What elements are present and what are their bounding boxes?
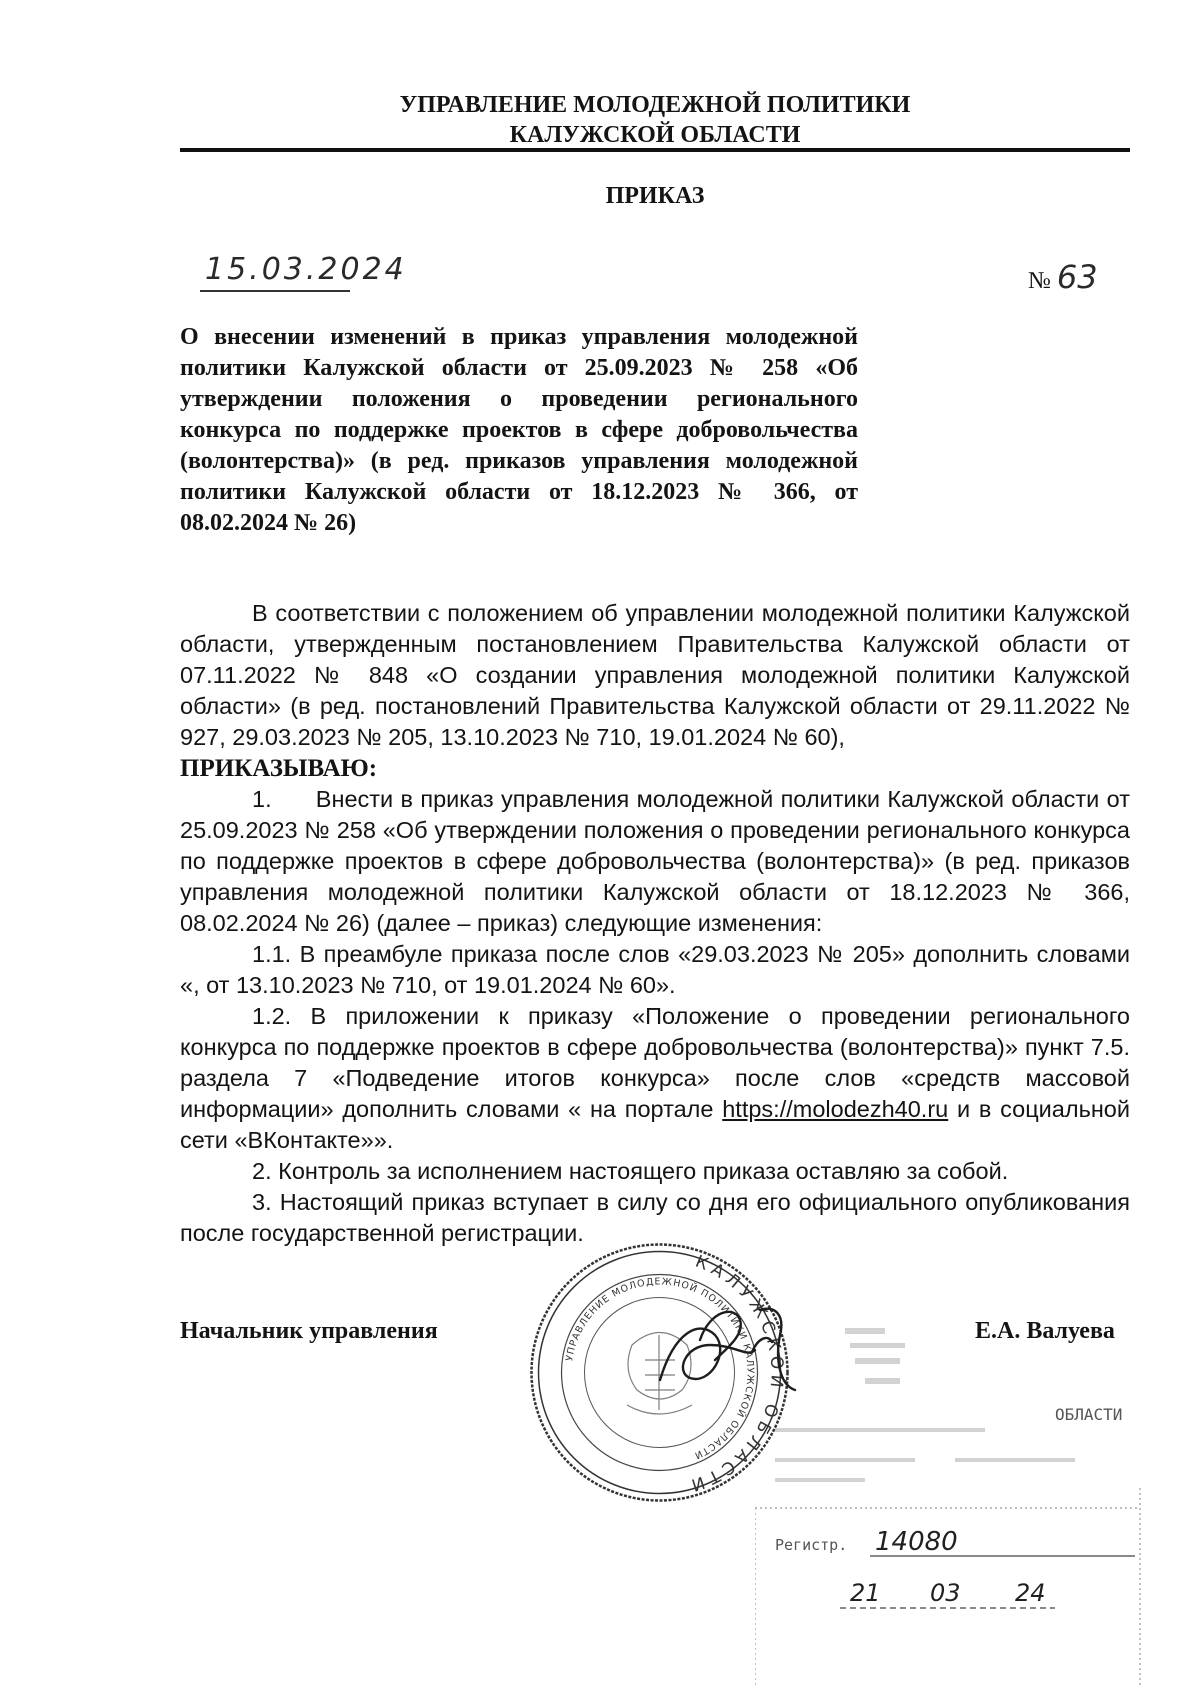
- order-date-underline: [200, 290, 350, 292]
- stamp-header-fragment: ОБЛАСТИ: [1055, 1405, 1123, 1424]
- stamp-reg-label: Регистр.: [775, 1536, 848, 1554]
- order-number-label: №: [1028, 268, 1051, 294]
- order-date-handwritten: 15.03.2024: [205, 252, 407, 287]
- portal-link[interactable]: https://molodezh40.ru: [722, 1096, 949, 1122]
- signatory-name: Е.А. Валуева: [975, 1318, 1115, 1344]
- item-1-number: 1.: [252, 786, 272, 812]
- stamp-reg-day: 21: [850, 1579, 881, 1607]
- item-2-paragraph: 2. Контроль за исполнением настоящего приказа оставляю за собой.: [252, 1158, 1009, 1184]
- order-verb: ПРИКАЗЫВАЮ:: [180, 755, 378, 782]
- order-number-handwritten: 63: [1056, 258, 1098, 296]
- item-1-1-paragraph: 1.1. В преамбуле приказа после слов «29.03.2023 № 205» дополнить словами «, от 13.10.2023 № 710, от 19.01.2024 № 60».: [180, 941, 1130, 998]
- header-divider: [180, 148, 1130, 152]
- item-1-text: Внести в приказ управления молодежной политики Калужской области от 25.09.2023 № 258 «Об утверждении положения о проведении регионального конкурса по поддержке проектов в сфере добровольчества (волонтерства)» (в ред. приказов управления молодежной политики Калужской области от 18.12.2023 № 366, 08.02.2024 № 26) (далее – приказ) следующие изменения:: [180, 786, 1130, 936]
- signatory-position: Начальник управления: [180, 1318, 438, 1344]
- seal-outer-text: КАЛУЖСКОЙ ОБЛАСТИ: [684, 1251, 787, 1497]
- item-1-2-paragraph: [180, 1001, 1130, 1156]
- registration-stamp: [755, 1318, 1150, 1688]
- stamp-reg-year: 24: [1015, 1579, 1046, 1607]
- preamble-paragraph: В соответствии с положением об управлении молодежной политики Калужской области, утвержденным постановлением Правительства Калужской области от 07.11.2022 № 848 «О создании управления молодежной политики Калужской области» (в ред. постановлений Правительства Калужской области от 29.11.2022 № 927, 29.03.2023 № 205, 13.10.2023 № 710, 19.01.2024 № 60),: [180, 600, 1130, 750]
- item-3-paragraph: 3. Настоящий приказ вступает в силу со дня его официального опубликования после государственной регистрации.: [180, 1189, 1130, 1246]
- org-name-line-1: УПРАВЛЕНИЕ МОЛОДЕЖНОЙ ПОЛИТИКИ: [399, 92, 911, 118]
- org-name-line-2: КАЛУЖСКОЙ ОБЛАСТИ: [509, 122, 801, 148]
- item-1-2-text-before: 1.2. В приложении к приказу «Положение о проведении регионального конкурса по поддержке проектов в сфере добровольчества (волонтерства)» пункт 7.5. раздела 7 «Подведение итогов конкурса» после слов «средств массовой информации» дополнить словами « на портале: [180, 1003, 1130, 1122]
- item-1-2-text-after: и в социальной сети «ВКонтакте»».: [180, 1096, 1131, 1153]
- item-1-paragraph: [180, 784, 1130, 939]
- organization-header: [180, 90, 1130, 150]
- seal-inner-text: УПРАВЛЕНИЕ МОЛОДЕЖНОЙ ПОЛИТИКИ КАЛУЖСКОЙ ОБЛАСТИ: [564, 1276, 756, 1462]
- document-type: ПРИКАЗ: [605, 183, 705, 209]
- stamp-reg-number: 14080: [875, 1527, 958, 1557]
- document-title: О внесении изменений в приказ управления молодежной политики Калужской области от 25.09.2023 № 258 «Об утверждении положения о проведении регионального конкурса по поддержке проектов в сфере добровольчества (волонтерства)» (в ред. приказов управления молодежной политики Калужской области от 18.12.2023 № 366, от 08.02.2024 № 26): [180, 324, 858, 536]
- order-number-block: [1028, 258, 1098, 296]
- stamp-reg-month: 03: [930, 1579, 961, 1607]
- document-body: [180, 598, 1130, 1249]
